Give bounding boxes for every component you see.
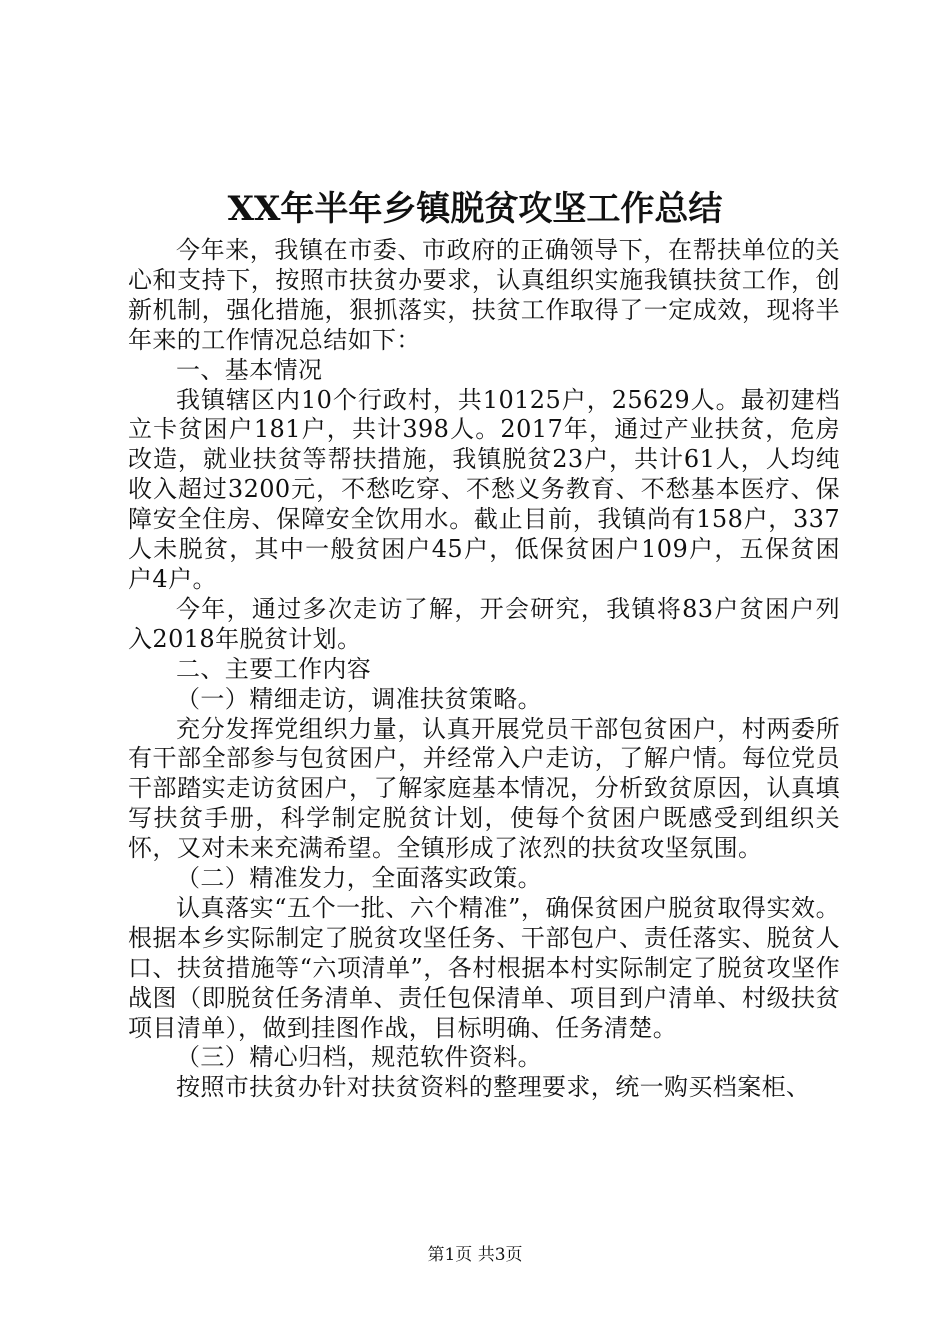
subheading-2: （二）精准发力，全面落实政策。 bbox=[176, 864, 542, 893]
section-heading-main-work: 二、主要工作内容 bbox=[176, 654, 372, 683]
document-body bbox=[128, 236, 840, 1103]
subsection-2-paragraph: 认真落实“五个一批、六个精准”，确保贫困户脱贫取得实效。根据本乡实际制定了脱贫攻坚任务、干部包户、责任落实、脱贫人口、扶贫措施等“六项清单”，各村根据本村实际制定了脱贫攻坚作战图（即脱贫任务清单、责任包保清单、项目到户清单、村级扶贫项目清单），做到挂图作战，目标明确、任务清楚。 bbox=[128, 893, 840, 1042]
subsection-3-paragraph: 按照市扶贫办针对扶贫资料的整理要求，统一购买档案柜、 bbox=[176, 1073, 811, 1102]
subheading-1: （一）精细走访，调准扶贫策略。 bbox=[176, 684, 542, 713]
subheading-3: （三）精心归档，规范软件资料。 bbox=[176, 1043, 542, 1072]
section-heading-basic-situation: 一、基本情况 bbox=[176, 355, 323, 384]
document-title: XX年半年乡镇脱贫攻坚工作总结 bbox=[227, 189, 723, 229]
basic-situation-paragraph: 我镇辖区内10个行政村，共10125户，25629人。最初建档立卡贫困户181户，共计398人。2017年，通过产业扶贫，危房改造，就业扶贫等帮扶措施，我镇脱贫23户，共计61人，人均纯收入超过3200元，不愁吃穿、不愁义务教育、不愁基本医疗、保障安全住房、保障安全饮用水。截止目前，我镇尚有158户，337人未脱贫，其中一般贫困户45户，低保贫困户109户，五保贫困户4户。 bbox=[128, 385, 840, 593]
intro-paragraph: 今年来，我镇在市委、市政府的正确领导下，在帮扶单位的关心和支持下，按照市扶贫办要求，认真组织实施我镇扶贫工作，创新机制，强化措施，狠抓落实，扶贫工作取得了一定成效，现将半年来的工作情况总结如下： bbox=[128, 236, 840, 354]
subsection-1-paragraph: 充分发挥党组织力量，认真开展党员干部包贫困户，村两委所有干部全部参与包贫困户，并经常入户走访，了解户情。每位党员干部踏实走访贫困户，了解家庭基本情况，分析致贫原因，认真填写扶贫手册，科学制定脱贫计划，使每个贫困户既感受到组织关怀，又对未来充满希望。全镇形成了浓烈的扶贫攻坚氛围。 bbox=[128, 714, 840, 863]
plan-paragraph: 今年，通过多次走访了解，开会研究，我镇将83户贫困户列入2018年脱贫计划。 bbox=[128, 594, 840, 653]
page-footer: 第1页 共3页 bbox=[427, 1245, 523, 1265]
